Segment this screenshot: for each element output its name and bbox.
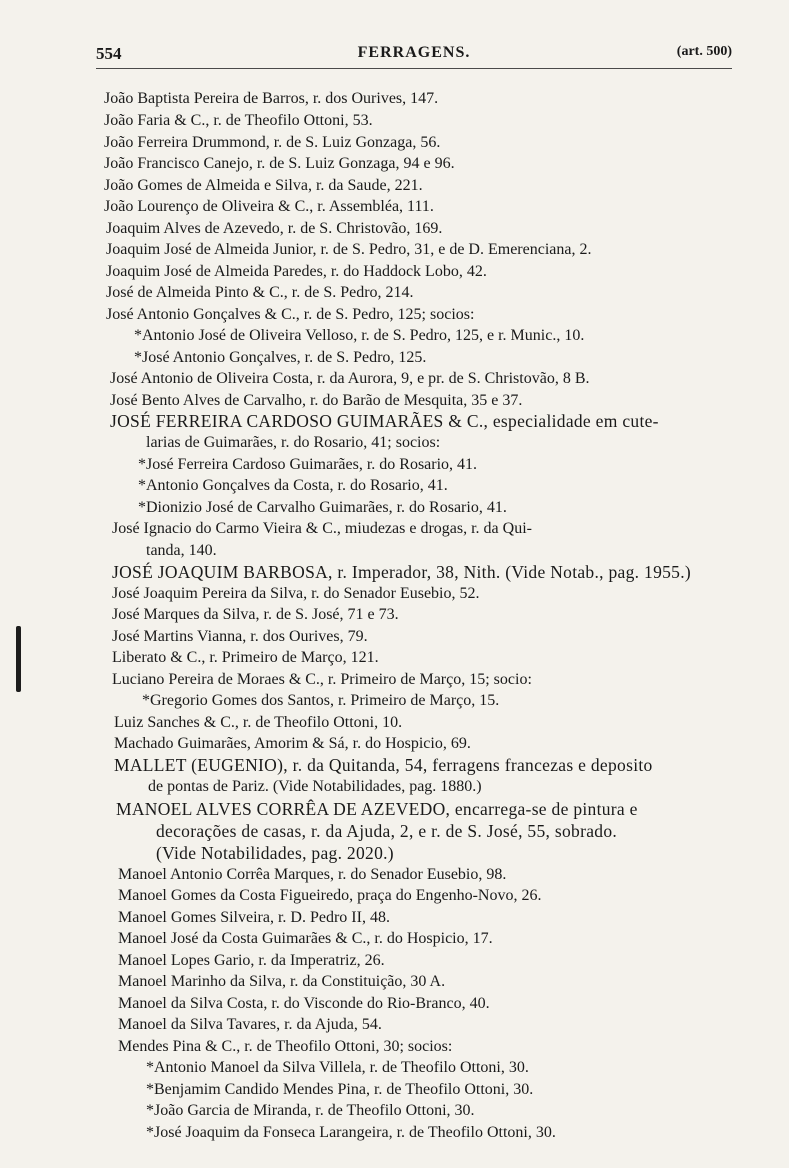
directory-entry: José Joaquim Pereira da Silva, r. do Senador Eusebio, 52. — [112, 585, 480, 602]
directory-entry: João Gomes de Almeida e Silva, r. da Saude, 221. — [104, 177, 423, 194]
directory-entry: Machado Guimarães, Amorim & Sá, r. do Hospicio, 69. — [114, 735, 471, 752]
directory-entry-highlight: MALLET (EUGENIO), r. da Quitanda, 54, ferragens francezas e deposito — [114, 755, 653, 775]
directory-entry-continuation: tanda, 140. — [146, 542, 217, 559]
directory-entry-highlight: JOSÉ FERREIRA CARDOSO GUIMARÃES & C., especialidade em cute- — [110, 411, 659, 431]
directory-entry: Manoel da Silva Tavares, r. da Ajuda, 54. — [118, 1016, 382, 1033]
directory-entry: José Martins Vianna, r. dos Ourives, 79. — [112, 628, 368, 645]
directory-entry: José Antonio de Oliveira Costa, r. da Aurora, 9, e pr. de S. Christovão, 8 B. — [110, 370, 590, 387]
directory-entry: João Ferreira Drummond, r. de S. Luiz Gonzaga, 56. — [104, 134, 441, 151]
directory-entry: Joaquim José de Almeida Paredes, r. do Haddock Lobo, 42. — [106, 263, 487, 280]
partner-entry: *Gregorio Gomes dos Santos, r. Primeiro de Março, 15. — [142, 692, 500, 709]
directory-entry: João Lourenço de Oliveira & C., r. Assembléa, 111. — [104, 198, 434, 215]
partner-entry: *Benjamim Candido Mendes Pina, r. de Theofilo Ottoni, 30. — [146, 1081, 534, 1098]
directory-entry-continuation: de pontas de Pariz. (Vide Notabilidades, pag. 1880.) — [148, 778, 482, 795]
directory-entry: Manoel Antonio Corrêa Marques, r. do Senador Eusebio, 98. — [118, 866, 507, 883]
directory-entry: José Antonio Gonçalves & C., r. de S. Pedro, 125; socios: — [106, 306, 475, 323]
directory-entry: José Bento Alves de Carvalho, r. do Barão de Mesquita, 35 e 37. — [110, 392, 523, 409]
directory-entry: João Baptista Pereira de Barros, r. dos Ourives, 147. — [104, 90, 439, 107]
page-header — [96, 44, 732, 68]
section-title: FERRAGENS. — [357, 44, 471, 61]
partner-entry: *José Ferreira Cardoso Guimarães, r. do Rosario, 41. — [138, 456, 478, 473]
directory-entry: Manoel Marinho da Silva, r. da Constituição, 30 A. — [118, 973, 446, 990]
directory-entry-continuation: decorações de casas, r. da Ajuda, 2, e r. de S. José, 55, sobrado. — [156, 821, 618, 841]
partner-entry: *José Antonio Gonçalves, r. de S. Pedro, 125. — [134, 349, 427, 366]
directory-entry-continuation: (Vide Notabilidades, pag. 2020.) — [156, 843, 394, 863]
directory-entry: Joaquim José de Almeida Junior, r. de S. Pedro, 31, e de D. Emerenciana, 2. — [106, 241, 592, 258]
partner-entry: *João Garcia de Miranda, r. de Theofilo Ottoni, 30. — [146, 1102, 475, 1119]
directory-entry: Luciano Pereira de Moraes & C., r. Primeiro de Março, 15; socio: — [112, 671, 532, 688]
partner-entry: *Antonio Gonçalves da Costa, r. do Rosario, 41. — [138, 477, 448, 494]
directory-entry: Manoel Gomes Silveira, r. D. Pedro II, 48. — [118, 909, 390, 926]
directory-entry: Luiz Sanches & C., r. de Theofilo Ottoni, 10. — [114, 714, 403, 731]
directory-entry: José Ignacio do Carmo Vieira & C., miudezas e drogas, r. da Qui- — [112, 520, 532, 537]
directory-entry: José de Almeida Pinto & C., r. de S. Pedro, 214. — [106, 284, 414, 301]
page-number: 554 — [96, 44, 122, 63]
partner-entry: *Antonio José de Oliveira Velloso, r. de S. Pedro, 125, e r. Munic., 10. — [134, 327, 585, 344]
directory-entry: João Faria & C., r. de Theofilo Ottoni, 53. — [104, 112, 373, 129]
directory-entry: Manoel José da Costa Guimarães & C., r. do Hospicio, 17. — [118, 930, 493, 947]
directory-entry: João Francisco Canejo, r. de S. Luiz Gonzaga, 94 e 96. — [104, 155, 455, 172]
directory-entry: Manoel Gomes da Costa Figueiredo, praça do Engenho-Novo, 26. — [118, 887, 542, 904]
directory-entry: Mendes Pina & C., r. de Theofilo Ottoni, 30; socios: — [118, 1038, 453, 1055]
partner-entry: *Antonio Manoel da Silva Villela, r. de Theofilo Ottoni, 30. — [146, 1059, 529, 1076]
margin-mark — [16, 626, 21, 692]
directory-entry: Manoel Lopes Gario, r. da Imperatriz, 26. — [118, 952, 385, 969]
directory-entry-highlight: MANOEL ALVES CORRÊA DE AZEVEDO, encarrega-se de pintura e — [116, 799, 638, 819]
directory-entry: Liberato & C., r. Primeiro de Março, 121. — [112, 649, 379, 666]
directory-entry: Manoel da Silva Costa, r. do Visconde do Rio-Branco, 40. — [118, 995, 490, 1012]
directory-entry-continuation: larias de Guimarães, r. do Rosario, 41; socios: — [146, 434, 441, 451]
partner-entry: *José Joaquim da Fonseca Larangeira, r. de Theofilo Ottoni, 30. — [146, 1124, 556, 1141]
header-rule — [96, 68, 732, 69]
directory-entry: Joaquim Alves de Azevedo, r. de S. Christovão, 169. — [106, 220, 443, 237]
directory-entry-highlight: JOSÉ JOAQUIM BARBOSA, r. Imperador, 38, Nith. (Vide Notab., pag. 1955.) — [112, 562, 692, 582]
directory-entry: José Marques da Silva, r. de S. José, 71 e 73. — [112, 606, 399, 623]
partner-entry: *Dionizio José de Carvalho Guimarães, r. do Rosario, 41. — [138, 499, 507, 516]
article-reference: (art. 500) — [676, 44, 732, 59]
